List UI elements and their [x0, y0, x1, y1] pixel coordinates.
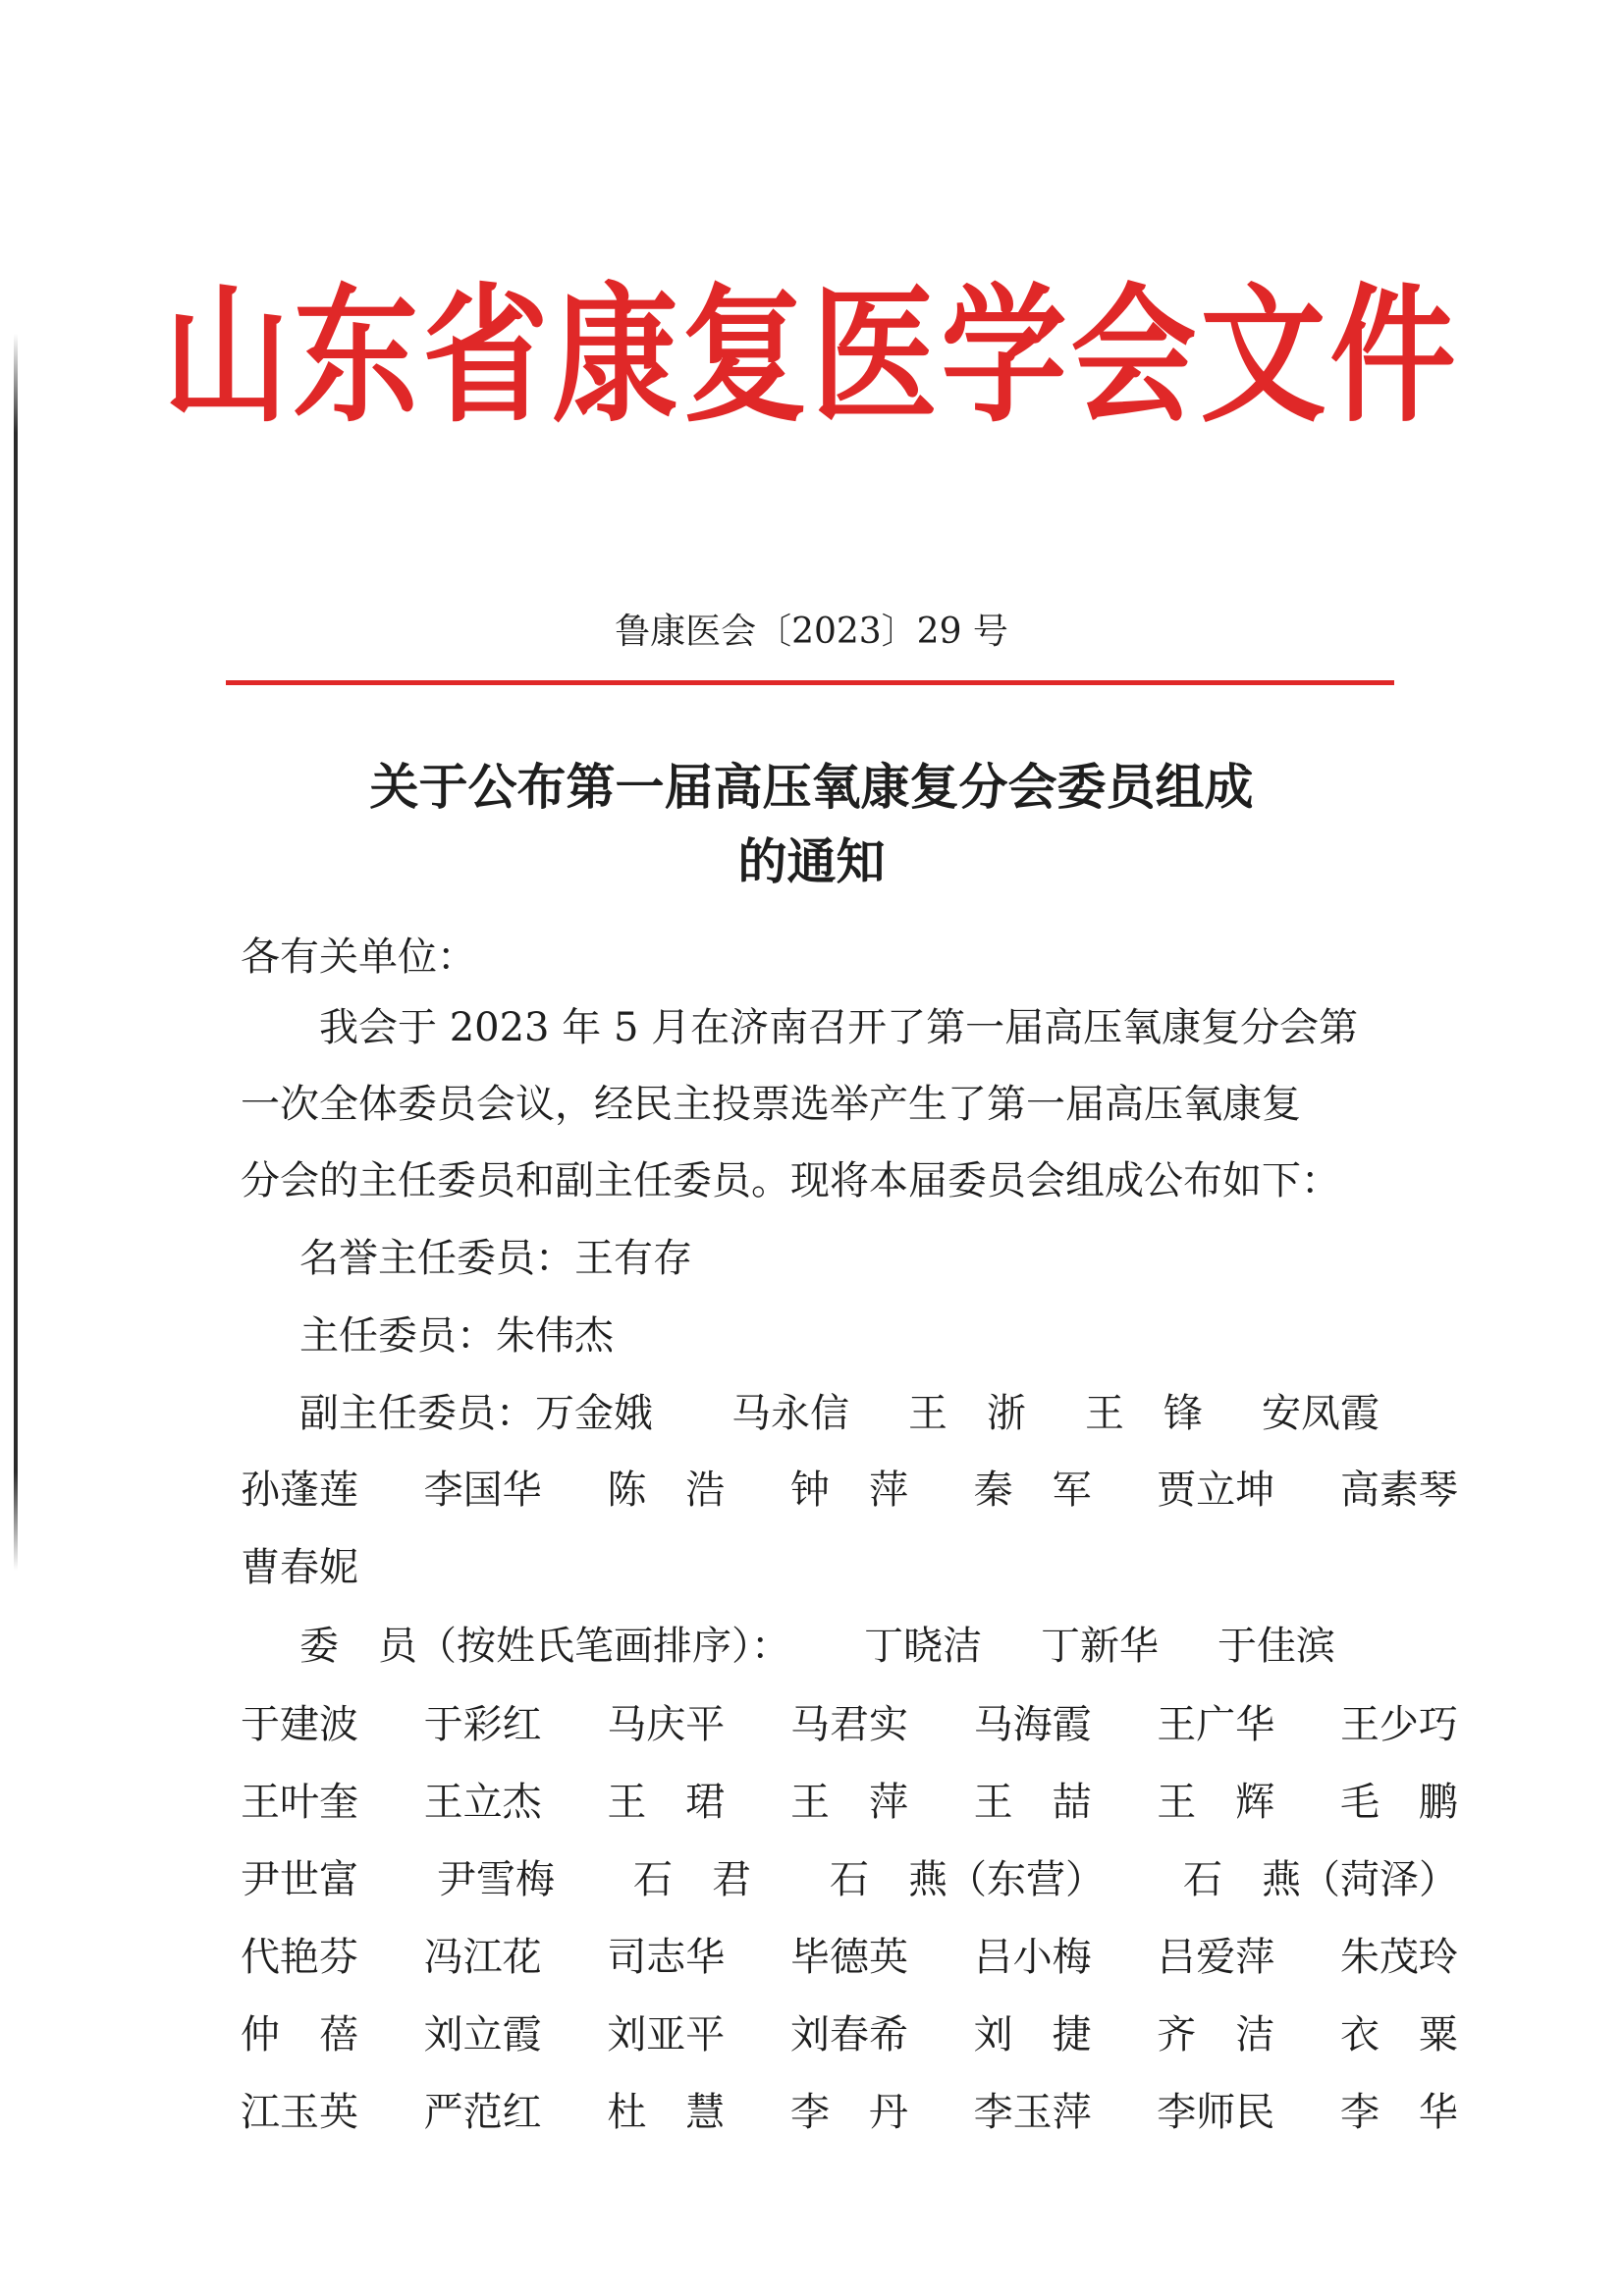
scan-edge-line	[14, 334, 18, 1571]
members-names-row-5	[241, 2008, 1458, 2061]
member-name: 丁新华	[1041, 1624, 1159, 1669]
member-name: 王 珺	[607, 1780, 726, 1825]
vice-director-name: 李国华	[423, 1468, 542, 1513]
member-name: 仲 蓓	[241, 2012, 358, 2057]
member-name: 王立杰	[423, 1780, 542, 1825]
members-names-row-1	[241, 1698, 1458, 1751]
vice-director-name: 贾立坤	[1157, 1468, 1275, 1513]
vice-director-name: 王 锋	[1085, 1391, 1203, 1436]
member-name: 王 萍	[789, 1780, 908, 1825]
member-name: 王广华	[1157, 1702, 1275, 1747]
notice-title	[0, 750, 1623, 899]
honorary-director: 名誉主任委员：王有存	[299, 1236, 692, 1281]
org-header-title: 山东省康复医学会文件	[163, 270, 1460, 444]
member-name: 李 华	[1339, 2090, 1458, 2135]
member-name: 于建波	[241, 1702, 358, 1747]
member-name: 严范红	[423, 2090, 542, 2135]
paragraph-line-3: 分会的主任委员和副主任委员。现将本届委员会组成公布如下：	[241, 1158, 1340, 1203]
member-name: 马庆平	[607, 1702, 726, 1747]
member-name: 吕小梅	[973, 1935, 1092, 1980]
member-name: 吕爱萍	[1157, 1935, 1275, 1980]
members-names-row-3	[241, 1853, 1458, 1906]
vice-director-name: 马永信	[731, 1391, 849, 1436]
member-name: 杜 慧	[607, 2090, 726, 2135]
member-name: 刘亚平	[607, 2012, 726, 2057]
member-name: 代艳芬	[241, 1935, 358, 1980]
member-name: 石 君	[633, 1857, 751, 1902]
vice-director-name: 陈 浩	[607, 1468, 726, 1513]
member-name: 李玉萍	[973, 2090, 1092, 2135]
member-name: 尹雪梅	[437, 1857, 555, 1902]
member-name: 刘春希	[789, 2012, 908, 2057]
vice-director-name: 孙蓬莲	[241, 1468, 358, 1513]
red-divider-rule	[226, 680, 1394, 685]
member-name: 石 燕（菏泽）	[1183, 1857, 1458, 1902]
vice-director-name: 秦 军	[973, 1468, 1092, 1513]
member-name: 王少巧	[1339, 1702, 1458, 1747]
members-label: 委 员（按姓氏笔画排序）：	[299, 1624, 790, 1669]
members-names-row-6	[241, 2086, 1458, 2139]
director: 主任委员：朱伟杰	[299, 1313, 614, 1359]
member-name: 齐 洁	[1157, 2012, 1275, 2057]
vice-director-label: 副主任委员：万金娥	[299, 1391, 653, 1436]
vice-director-name: 钟 萍	[789, 1468, 908, 1513]
member-name: 王 喆	[973, 1780, 1092, 1825]
member-name: 司志华	[607, 1935, 726, 1980]
members-names-row-2	[241, 1776, 1458, 1829]
member-name: 李 丹	[789, 2090, 908, 2135]
member-name: 王 辉	[1157, 1780, 1275, 1825]
member-name: 丁晓洁	[864, 1624, 982, 1669]
vice-director-names-row-2	[241, 1464, 1458, 1517]
document-number: 鲁康医会〔2023〕29 号	[615, 612, 1008, 652]
member-name: 衣 粟	[1339, 2012, 1458, 2057]
members-names-row-4	[241, 1931, 1458, 1984]
member-name: 冯江花	[423, 1935, 542, 1980]
member-name: 刘立霞	[423, 2012, 542, 2057]
member-name: 江玉英	[241, 2090, 358, 2135]
member-name: 刘 捷	[973, 2012, 1092, 2057]
member-name: 于彩红	[423, 1702, 542, 1747]
paragraph-line-1: 我会于 2023 年 5 月在济南召开了第一届高压氧康复分会第	[319, 1005, 1359, 1050]
member-name: 毛 鹏	[1339, 1780, 1458, 1825]
vice-director-name: 高素琴	[1339, 1468, 1458, 1513]
member-name: 石 燕（东营）	[830, 1857, 1105, 1902]
member-name: 李师民	[1157, 2090, 1275, 2135]
vice-director-name: 王 浙	[908, 1391, 1026, 1436]
salutation: 各有关单位：	[241, 934, 476, 980]
member-name: 马君实	[789, 1702, 908, 1747]
vice-director-names-row-1	[731, 1387, 1380, 1440]
notice-title-line1: 关于公布第一届高压氧康复分会委员组成	[369, 758, 1254, 816]
member-name: 王叶奎	[241, 1780, 358, 1825]
members-names-row-0	[864, 1620, 1335, 1673]
vice-director-name: 安凤霞	[1262, 1391, 1380, 1436]
notice-title-line2: 的通知	[737, 832, 886, 890]
member-name: 尹世富	[241, 1857, 358, 1902]
vice-director-name: 曹春妮	[241, 1545, 358, 1590]
member-name: 于佳滨	[1217, 1624, 1335, 1669]
member-name: 毕德英	[789, 1935, 908, 1980]
member-name: 朱茂玲	[1339, 1935, 1458, 1980]
paragraph-line-2: 一次全体委员会议，经民主投票选举产生了第一届高压氧康复	[241, 1082, 1301, 1127]
member-name: 马海霞	[973, 1702, 1092, 1747]
